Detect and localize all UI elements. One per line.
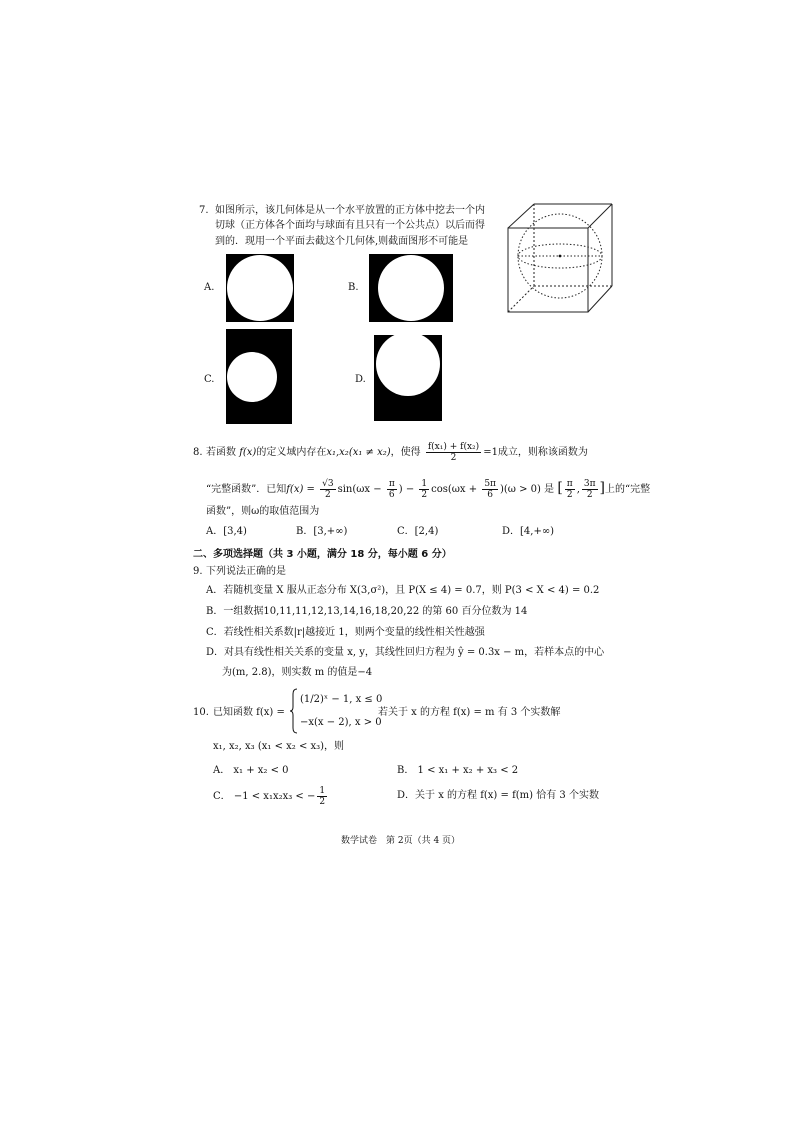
q10-option-a: A． x₁ + x₂ < 0 — [213, 765, 289, 776]
q9-option-a: A．若随机变量 X 服从正态分布 X(3,σ²)，且 P(X ≤ 4) = 0.7，则 P(3 < X < 4) = 0.2 — [206, 585, 600, 596]
section-2-heading: 二、多项选择题（共 3 小题，满分 18 分，每小题 6 分） — [193, 549, 452, 560]
q8-fraction-numerator: f(x₁) + f(x₂) — [427, 442, 480, 452]
q10-piece-1: (1/2)ˣ − 1, x ≤ 0 — [300, 694, 383, 705]
q8-pi-over-2 — [565, 479, 575, 500]
q7-option-c-label: C. — [204, 374, 215, 385]
q9-number: 9. — [193, 566, 203, 577]
q7-option-c-figure — [226, 329, 292, 424]
q10-option-c-fraction — [317, 786, 327, 807]
q10-option-c — [213, 785, 329, 809]
q10-stem-a: 已知函数 f(x) = — [213, 707, 285, 718]
q10-number: 10. — [193, 707, 209, 718]
q9-option-d-line2: 为(m, 2.8)，则实数 m 的值是−4 — [222, 667, 373, 678]
q8-line2-end: 上的“完整 — [605, 484, 651, 495]
cube-sphere-figure — [502, 198, 622, 320]
q10-option-d: D．关于 x 的方程 f(x) = f(m) 恰有 3 个实数 — [397, 790, 599, 801]
q7-option-b-figure — [369, 254, 453, 322]
q8-fraction — [426, 442, 481, 463]
q10-stem-b: 若关于 x 的方程 f(x) = m 有 3 个实数解 — [378, 707, 561, 718]
q8-three-pi: 3π — [583, 479, 596, 489]
q10-piece-2: −x(x − 2), x > 0 — [300, 717, 382, 728]
q9-stem: 下列说法正确的是 — [206, 566, 286, 577]
q9-option-b: B．一组数据10,11,11,12,13,14,16,18,20,22 的第 60 百分位数为 14 — [206, 606, 528, 617]
q8-one: 1 — [421, 479, 428, 489]
q8-omega-cond: )(ω > 0) 是 — [499, 484, 555, 495]
q8-interval-left: [ — [557, 480, 563, 496]
q8-line2-fx: f(x) = — [286, 484, 315, 495]
q10-brace — [290, 688, 298, 734]
q8-sqrt3: √3 — [322, 479, 334, 489]
q7-option-d-label: D. — [355, 374, 366, 385]
q8-cos-part: cos(ωx + — [431, 484, 478, 495]
q8-five-pi: 5π — [484, 479, 496, 489]
q8-line3: 函数”，则ω的取值范围为 — [206, 506, 320, 517]
q7-stem-line1: 如图所示，该几何体是从一个水平放置的正方体中挖去一个内 — [215, 205, 485, 216]
q8-six-b: 6 — [487, 490, 494, 500]
q8-line1-text-b: 的定义域内存在 — [256, 447, 327, 458]
q8-pi2-num: π — [566, 479, 573, 489]
q9-option-d-line1: D．对具有线性相关关系的变量 x, y，其线性回归方程为 ŷ = 0.3x − m，若样本点的中心 — [206, 647, 605, 658]
q8-5pi-over-6 — [482, 479, 498, 500]
q7-option-b-label: B. — [348, 282, 359, 293]
q7-option-a-label: A. — [204, 282, 215, 293]
q8-line1-text-a: 若函数 — [206, 447, 236, 458]
q10-line2: x₁, x₂, x₃ (x₁ < x₂ < x₃)，则 — [213, 741, 345, 752]
q8-sin-part: sin(ωx − — [337, 484, 382, 495]
q8-option-b: B．[3,+∞) — [296, 526, 348, 537]
q10-option-c-num: 1 — [319, 786, 326, 796]
q7-stem-line3: 到的．现用一个平面去截这个几何体,则截面图形不可能是 — [215, 236, 469, 247]
q7-number: 7. — [199, 205, 209, 216]
q8-one-over-2 — [419, 479, 429, 500]
q8-option-d: D．[4,+∞) — [502, 526, 555, 537]
q8-number: 8. — [193, 447, 203, 458]
q10-option-c-den: 2 — [319, 797, 326, 807]
q8-two-a: 2 — [324, 490, 331, 500]
q8-3pi2-den: 2 — [586, 490, 593, 500]
q7-stem-line2: 切球（正方体各个面均与球面有且只有一个公共点）以后而得 — [215, 220, 485, 231]
q8-fraction-denominator: 2 — [450, 453, 457, 463]
q8-close-minus: ) − — [398, 484, 415, 495]
q10-option-b: B． 1 < x₁ + x₂ + x₃ < 2 — [397, 765, 519, 776]
q8-option-a: A．[3,4) — [206, 526, 247, 537]
q8-pi-over-6 — [387, 479, 397, 500]
q8-two-b: 2 — [421, 490, 428, 500]
q8-interval-right: ] — [599, 480, 606, 496]
q8-line2-text-a: “完整函数”．已知 — [206, 484, 287, 495]
q8-sqrt3-over-2 — [320, 479, 335, 500]
q7-option-d-figure — [374, 335, 442, 421]
q9-option-c: C．若线性相关系数|r|越接近 1，则两个变量的线性相关性越强 — [206, 627, 485, 638]
q8-option-c: C．[2,4) — [397, 526, 439, 537]
q7-option-a-figure — [226, 254, 294, 322]
q8-line2: “完整函数”．已知f(x) = $\frac{√3}{2}$ sin(ωx − $\frac{\pi}{6}$ ) − $\frac{1}{2}$ cos(ωx + $\frac{5\pi}{6}$ )(ω > 0) 是 [ $\frac{\pi}{2}$ , $\frac{3\pi}{2}$ ]上的“完整 — [206, 479, 651, 500]
q10-option-c-text: C． −1 < x₁x₂x₃ < − — [213, 791, 316, 802]
page-footer: 数学试卷 第 2页（共 4 页） — [341, 836, 461, 846]
q8-line1-text-d: =1成立，则称该函数为 — [483, 447, 588, 458]
q8-line1-text-c: ，使得 — [390, 447, 421, 458]
q8-six-a: 6 — [388, 490, 395, 500]
q8-pi2-den: 2 — [566, 490, 573, 500]
q8-3pi-over-2 — [582, 479, 598, 500]
q8-pi: π — [388, 479, 395, 489]
q8-fx: f(x) — [239, 447, 257, 458]
q8-line1 — [206, 441, 588, 465]
q8-x1x2: x₁,x₂(x₁ ≠ x₂) — [326, 447, 391, 458]
